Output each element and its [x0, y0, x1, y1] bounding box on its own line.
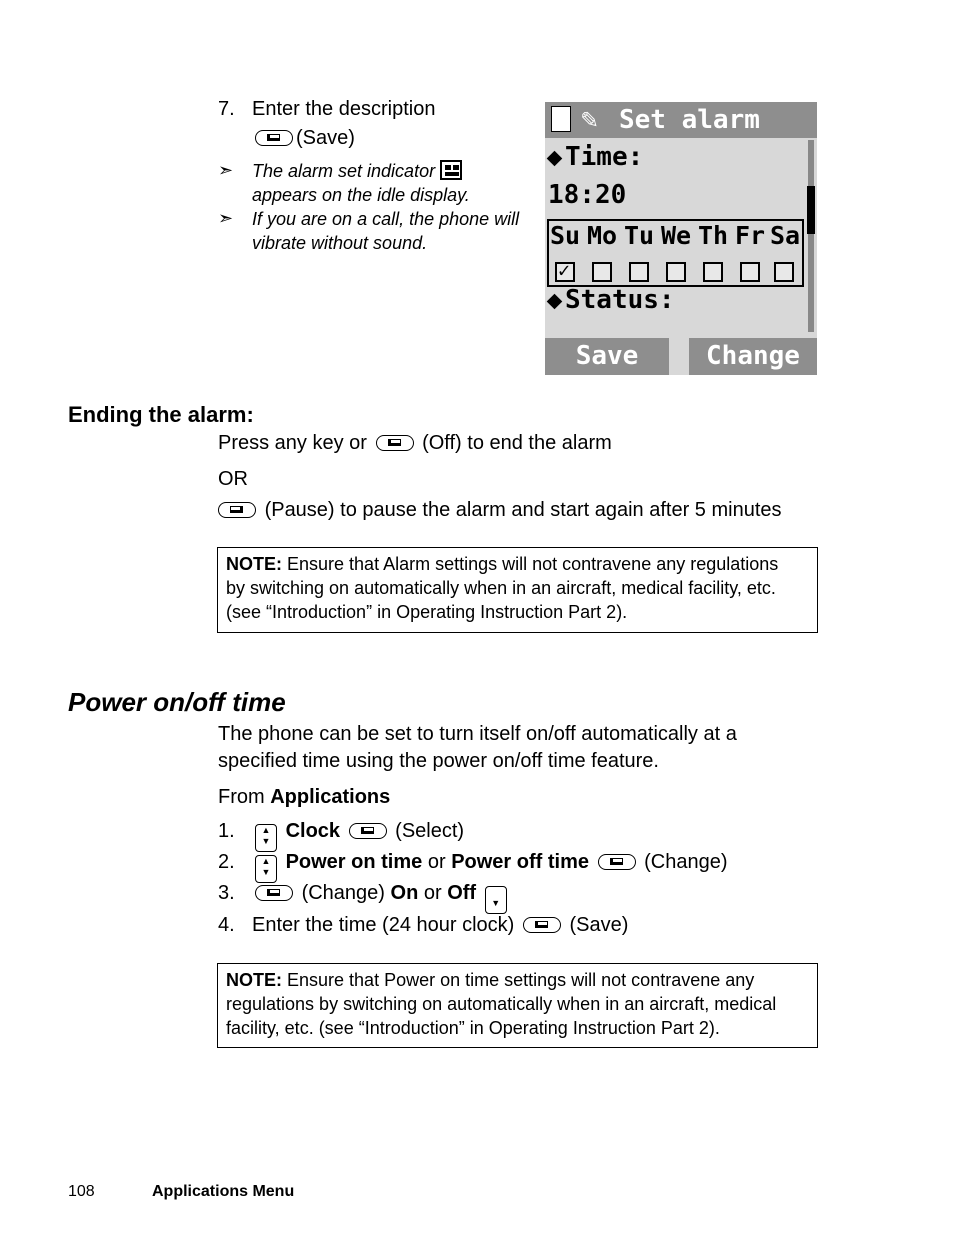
step-7-text: Enter the description	[252, 98, 436, 120]
ending-text: (Pause) to pause the alarm and start again after 5 minutes	[264, 499, 782, 521]
note-text: Ensure that Power on time settings will not contravene any	[287, 970, 755, 990]
time-value[interactable]: 18:20	[548, 180, 627, 210]
day-label: Su	[550, 221, 581, 250]
power-off-time-label: Power off time	[451, 851, 589, 873]
clock-label: Clock	[285, 820, 341, 842]
phone-screen	[545, 102, 817, 375]
day-checkbox[interactable]	[666, 262, 686, 282]
ending-text: Press any key or	[218, 432, 367, 454]
left-softkey-icon	[523, 917, 561, 933]
day-checkbox[interactable]	[740, 262, 760, 282]
ending-heading: Ending the alarm:	[68, 402, 254, 427]
day-checkbox[interactable]	[774, 262, 794, 282]
day-checkbox[interactable]	[592, 262, 612, 282]
day-label: Sa	[770, 221, 801, 250]
status-label: Status:	[565, 285, 675, 315]
tip-1-text: The alarm set indicator	[252, 161, 436, 181]
off-label: Off	[447, 882, 477, 904]
note-text: Ensure that Alarm settings will not contravene any regulations	[287, 554, 779, 574]
right-softkey-icon	[218, 502, 256, 518]
left-softkey-icon	[598, 854, 636, 870]
note-line	[226, 968, 809, 992]
bullet-icon	[547, 294, 563, 310]
tip-2-line-1: If you are on a call, the phone will	[252, 209, 520, 229]
step-2-number: 2.	[218, 851, 235, 873]
note-line	[226, 552, 809, 576]
or-text: OR	[218, 468, 248, 490]
step-4	[252, 912, 628, 939]
alarm-indicator-icon	[440, 160, 462, 180]
section-title: Applications Menu	[152, 1183, 295, 1200]
day-label: Th	[698, 221, 729, 250]
note-label: NOTE:	[226, 970, 282, 990]
step-text: (Change)	[644, 851, 728, 873]
screen-title: Set alarm	[619, 105, 760, 135]
scrollbar-thumb[interactable]	[807, 186, 815, 234]
ending-line-2	[218, 497, 782, 524]
step-4-number: 4.	[218, 914, 235, 936]
day-checkbox[interactable]	[629, 262, 649, 282]
left-softkey-icon	[255, 885, 293, 901]
step-1	[252, 818, 464, 852]
from-line	[218, 784, 390, 811]
navigation-down-icon: ▼	[485, 886, 507, 914]
applications-label: Applications	[270, 786, 391, 808]
day-label: Tu	[624, 221, 655, 250]
left-softkey-icon	[349, 823, 387, 839]
day-checkbox[interactable]	[703, 262, 723, 282]
step-text: (Change)	[301, 882, 385, 904]
note-box	[217, 547, 818, 633]
step-7-number: 7.	[218, 98, 235, 120]
document-icon	[551, 106, 571, 132]
note-label: NOTE:	[226, 554, 282, 574]
day-label: We	[661, 221, 692, 250]
screen-title-bar	[545, 102, 817, 138]
from-text: From	[218, 786, 265, 808]
step-text: or	[427, 851, 446, 873]
left-softkey-icon	[255, 130, 293, 146]
note-line: facility, etc. (see “Introduction” in Operating Instruction Part 2).	[226, 1018, 720, 1038]
navigation-key-icon: ▲ ▼	[255, 824, 277, 852]
note-line: regulations by switching on automatically when in an aircraft, medical	[226, 994, 777, 1014]
step-text: Enter the time (24 hour clock)	[252, 914, 515, 936]
step-1-number: 1.	[218, 820, 235, 842]
day-label: Fr	[735, 221, 766, 250]
note-line: (see “Introduction” in Operating Instruction Part 2).	[226, 602, 628, 622]
step-2	[252, 849, 728, 883]
step-text: or	[423, 882, 442, 904]
save-label: (Save)	[296, 127, 355, 149]
pencil-icon: ✎	[581, 102, 598, 135]
power-heading: Power on/off time	[68, 687, 286, 717]
page-number: 108	[68, 1183, 95, 1200]
day-label: Mo	[587, 221, 618, 250]
step-text: (Save)	[569, 914, 629, 936]
tip-2-line-2: vibrate without sound.	[252, 233, 428, 253]
navigation-key-icon: ▲ ▼	[255, 855, 277, 883]
ending-text: (Off) to end the alarm	[422, 432, 612, 454]
power-intro-1: The phone can be set to turn itself on/off automatically at a	[218, 723, 737, 745]
note-box	[217, 963, 818, 1048]
scrollbar[interactable]	[808, 140, 814, 332]
step-3-number: 3.	[218, 882, 235, 904]
change-softkey[interactable]: Change	[689, 338, 817, 375]
on-label: On	[390, 882, 419, 904]
tip-arrow-icon: ➣	[218, 160, 234, 180]
power-intro-2: specified time using the power on/off time feature.	[218, 750, 659, 772]
tip-1-line-1	[252, 159, 462, 183]
day-checkbox[interactable]	[555, 262, 575, 282]
note-line: by switching on automatically when in an aircraft, medical facility, etc.	[226, 578, 776, 598]
time-label: Time:	[565, 142, 644, 172]
power-on-time-label: Power on time	[285, 851, 423, 873]
save-softkey[interactable]: Save	[545, 338, 669, 375]
step-7-save-line	[252, 125, 355, 152]
left-softkey-icon	[376, 435, 414, 451]
tip-arrow-icon: ➣	[218, 208, 234, 228]
bullet-icon	[547, 151, 563, 167]
ending-line-1	[218, 430, 612, 457]
tip-1-line-2: appears on the idle display.	[252, 185, 470, 205]
step-text: (Select)	[395, 820, 465, 842]
step-3	[252, 880, 510, 914]
